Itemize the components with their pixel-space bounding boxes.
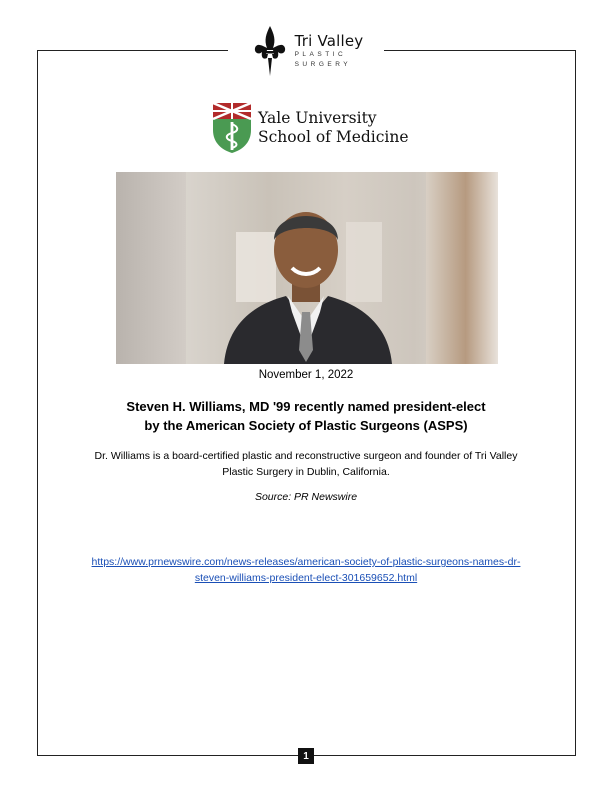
- logo-sub-1: PLASTIC: [294, 51, 347, 59]
- article-blurb: Dr. Williams is a board-certified plastic and reconstructive surgeon and founder of Tri Valley Plastic Surgery in Dublin, California.: [94, 450, 518, 478]
- fleur-de-lis-icon: [249, 24, 291, 78]
- yale-logo: [212, 102, 409, 154]
- article-date: November 1, 2022: [258, 369, 354, 381]
- yale-shield-icon: [212, 102, 252, 154]
- article-headline: Steven H. Williams, MD '99 recently named president-elect by the American Society of Plastic Surgeons (ASPS): [126, 399, 486, 433]
- article-link[interactable]: https://www.prnewswire.com/news-releases/american-society-of-plastic-surgeons-names-dr-steven-williams-president-elect-301659652.html: [91, 556, 521, 584]
- yale-line-2: School of Medicine: [258, 128, 409, 146]
- tri-valley-logo: [228, 24, 384, 78]
- portrait-photo: [116, 172, 498, 364]
- page-number: 1: [298, 748, 314, 764]
- logo-sub-2: SURGERY: [294, 60, 352, 68]
- yale-line-1: Yale University: [258, 109, 377, 128]
- logo-name: Tri Valley: [294, 32, 364, 51]
- article-source: Source: PR Newswire: [254, 491, 358, 503]
